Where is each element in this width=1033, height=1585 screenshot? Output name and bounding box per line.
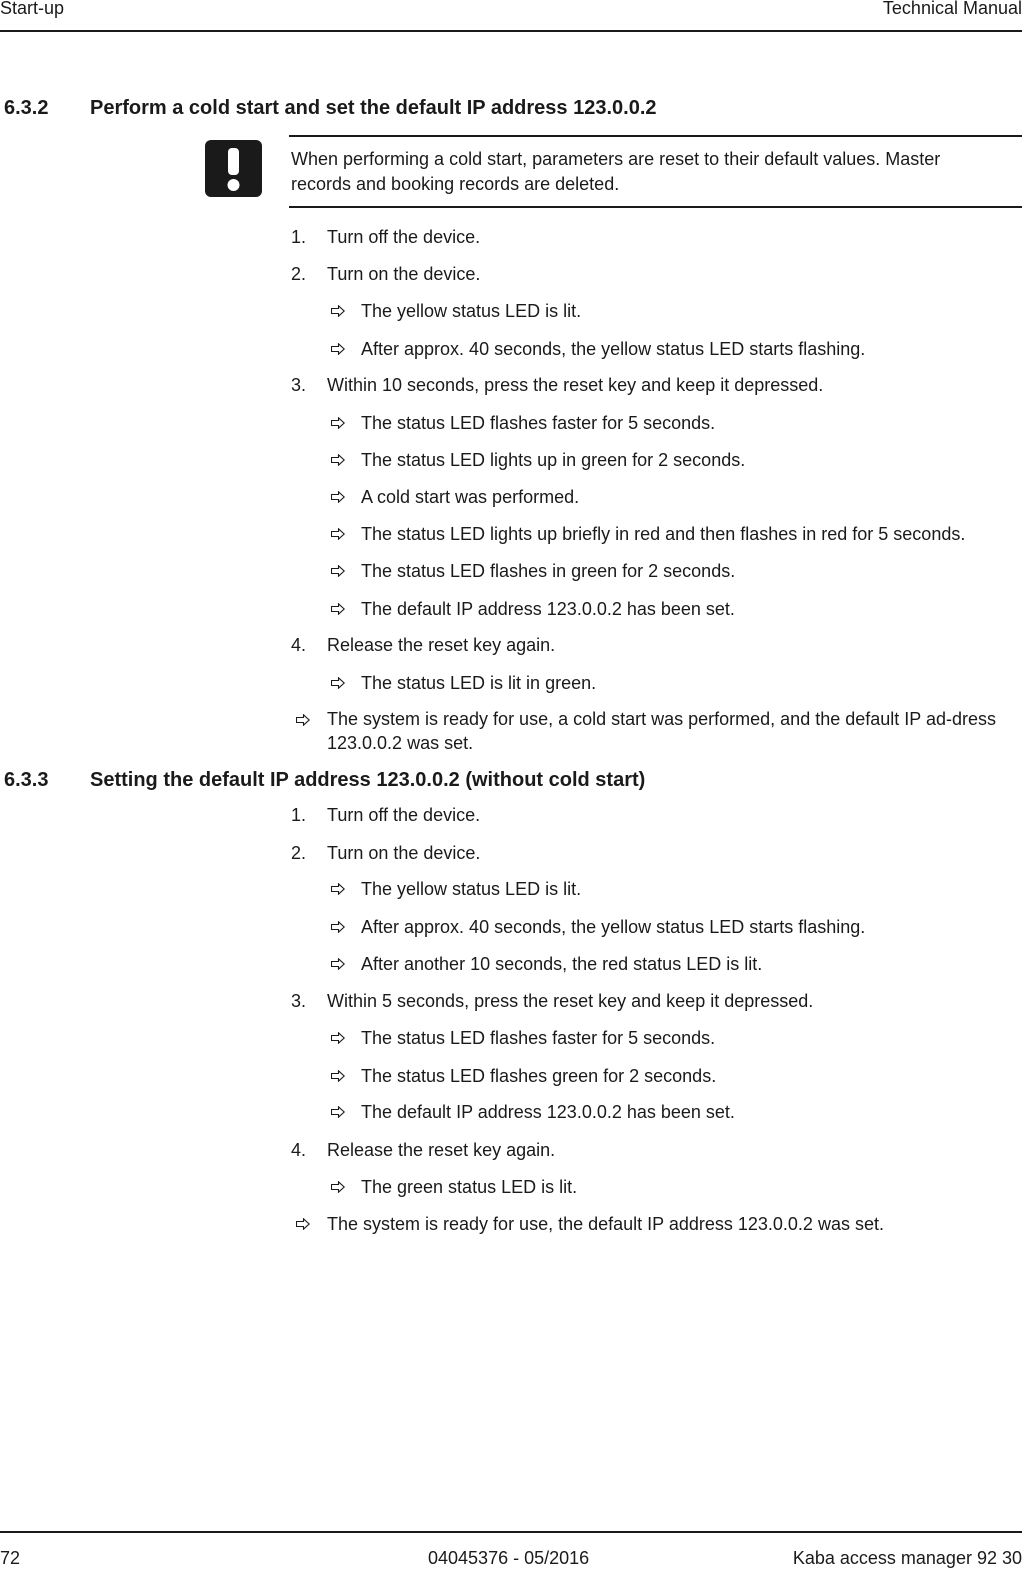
final-result: The system is ready for use, the default IP address 123.0.0.2 was set.: [327, 1214, 884, 1234]
step-number: 1.: [291, 805, 307, 825]
notice-text: When performing a cold start, parameters are reset to their default values. Master records and booking records are deleted.: [291, 149, 941, 194]
step-result: The status LED lights up in green for 2 seconds.: [361, 450, 746, 470]
document-number: 04045376 - 05/2016: [428, 1548, 590, 1568]
step-result: After approx. 40 seconds, the yellow status LED starts flashing.: [361, 917, 866, 937]
header-rule: [0, 30, 1022, 32]
result-arrow-icon: [331, 528, 345, 540]
header-section-name: Start-up: [0, 0, 65, 18]
step-text: Within 10 seconds, press the reset key and keep it depressed.: [327, 375, 824, 395]
result-arrow-icon: [331, 921, 345, 933]
step-text: Turn on the device.: [327, 264, 481, 284]
step-number: 3.: [291, 375, 307, 395]
result-arrow-icon: [331, 1181, 345, 1193]
step-text: Turn on the device.: [327, 843, 481, 863]
step-result: The status LED flashes green for 2 seconds.: [361, 1066, 717, 1086]
page-number: 72: [0, 1548, 21, 1568]
section-number: 6.3.2: [4, 97, 49, 119]
final-result: The system is ready for use, a cold start was performed, and the default IP ad-dress 123.0.0.2 was set.: [327, 709, 996, 753]
product-name: Kaba access manager 92 30: [792, 1548, 1022, 1568]
step-result: A cold start was performed.: [361, 487, 580, 507]
result-arrow-icon: [331, 305, 345, 317]
step-text: Turn off the device.: [327, 227, 481, 247]
step-number: 4.: [291, 635, 307, 655]
result-arrow-icon: [296, 714, 310, 726]
step-result: After another 10 seconds, the red status LED is lit.: [361, 954, 763, 974]
step-result: The green status LED is lit.: [361, 1177, 578, 1197]
result-arrow-icon: [331, 1106, 345, 1118]
step-text: Within 5 seconds, press the reset key and keep it depressed.: [327, 991, 814, 1011]
step-number: 1.: [291, 227, 307, 247]
result-arrow-icon: [331, 677, 345, 689]
step-result: The yellow status LED is lit.: [361, 301, 582, 321]
step-text: Release the reset key again.: [327, 635, 556, 655]
section-title: Setting the default IP address 123.0.0.2 (without cold start): [90, 769, 646, 791]
step-number: 4.: [291, 1140, 307, 1160]
step-result: The default IP address 123.0.0.2 has been set.: [361, 1102, 735, 1122]
result-arrow-icon: [331, 565, 345, 577]
step-result: The status LED flashes faster for 5 seconds.: [361, 413, 716, 433]
step-text: Turn off the device.: [327, 805, 481, 825]
step-result: The yellow status LED is lit.: [361, 879, 582, 899]
result-arrow-icon: [331, 454, 345, 466]
result-arrow-icon: [331, 1070, 345, 1082]
result-arrow-icon: [331, 958, 345, 970]
result-arrow-icon: [296, 1218, 310, 1230]
step-result: After approx. 40 seconds, the yellow status LED starts flashing.: [361, 339, 866, 359]
step-result: The status LED flashes faster for 5 seconds.: [361, 1028, 716, 1048]
header-manual-title: Technical Manual: [882, 0, 1022, 18]
step-result: The status LED lights up briefly in red and then flashes in red for 5 seconds.: [361, 524, 966, 544]
footer-rule: [0, 1531, 1022, 1533]
warning-exclamation-icon: [205, 140, 262, 197]
result-arrow-icon: [331, 417, 345, 429]
result-arrow-icon: [331, 883, 345, 895]
section-number: 6.3.3: [4, 769, 49, 791]
step-result: The status LED flashes in green for 2 seconds.: [361, 561, 736, 581]
step-result: The default IP address 123.0.0.2 has been set.: [361, 599, 735, 619]
step-number: 2.: [291, 843, 307, 863]
step-number: 2.: [291, 264, 307, 284]
result-arrow-icon: [331, 491, 345, 503]
step-text: Release the reset key again.: [327, 1140, 556, 1160]
result-arrow-icon: [331, 1032, 345, 1044]
result-arrow-icon: [331, 343, 345, 355]
step-result: The status LED is lit in green.: [361, 673, 597, 693]
notice-box: [289, 135, 1022, 208]
step-number: 3.: [291, 991, 307, 1011]
result-arrow-icon: [331, 603, 345, 615]
section-title: Perform a cold start and set the default IP address 123.0.0.2: [90, 97, 657, 119]
